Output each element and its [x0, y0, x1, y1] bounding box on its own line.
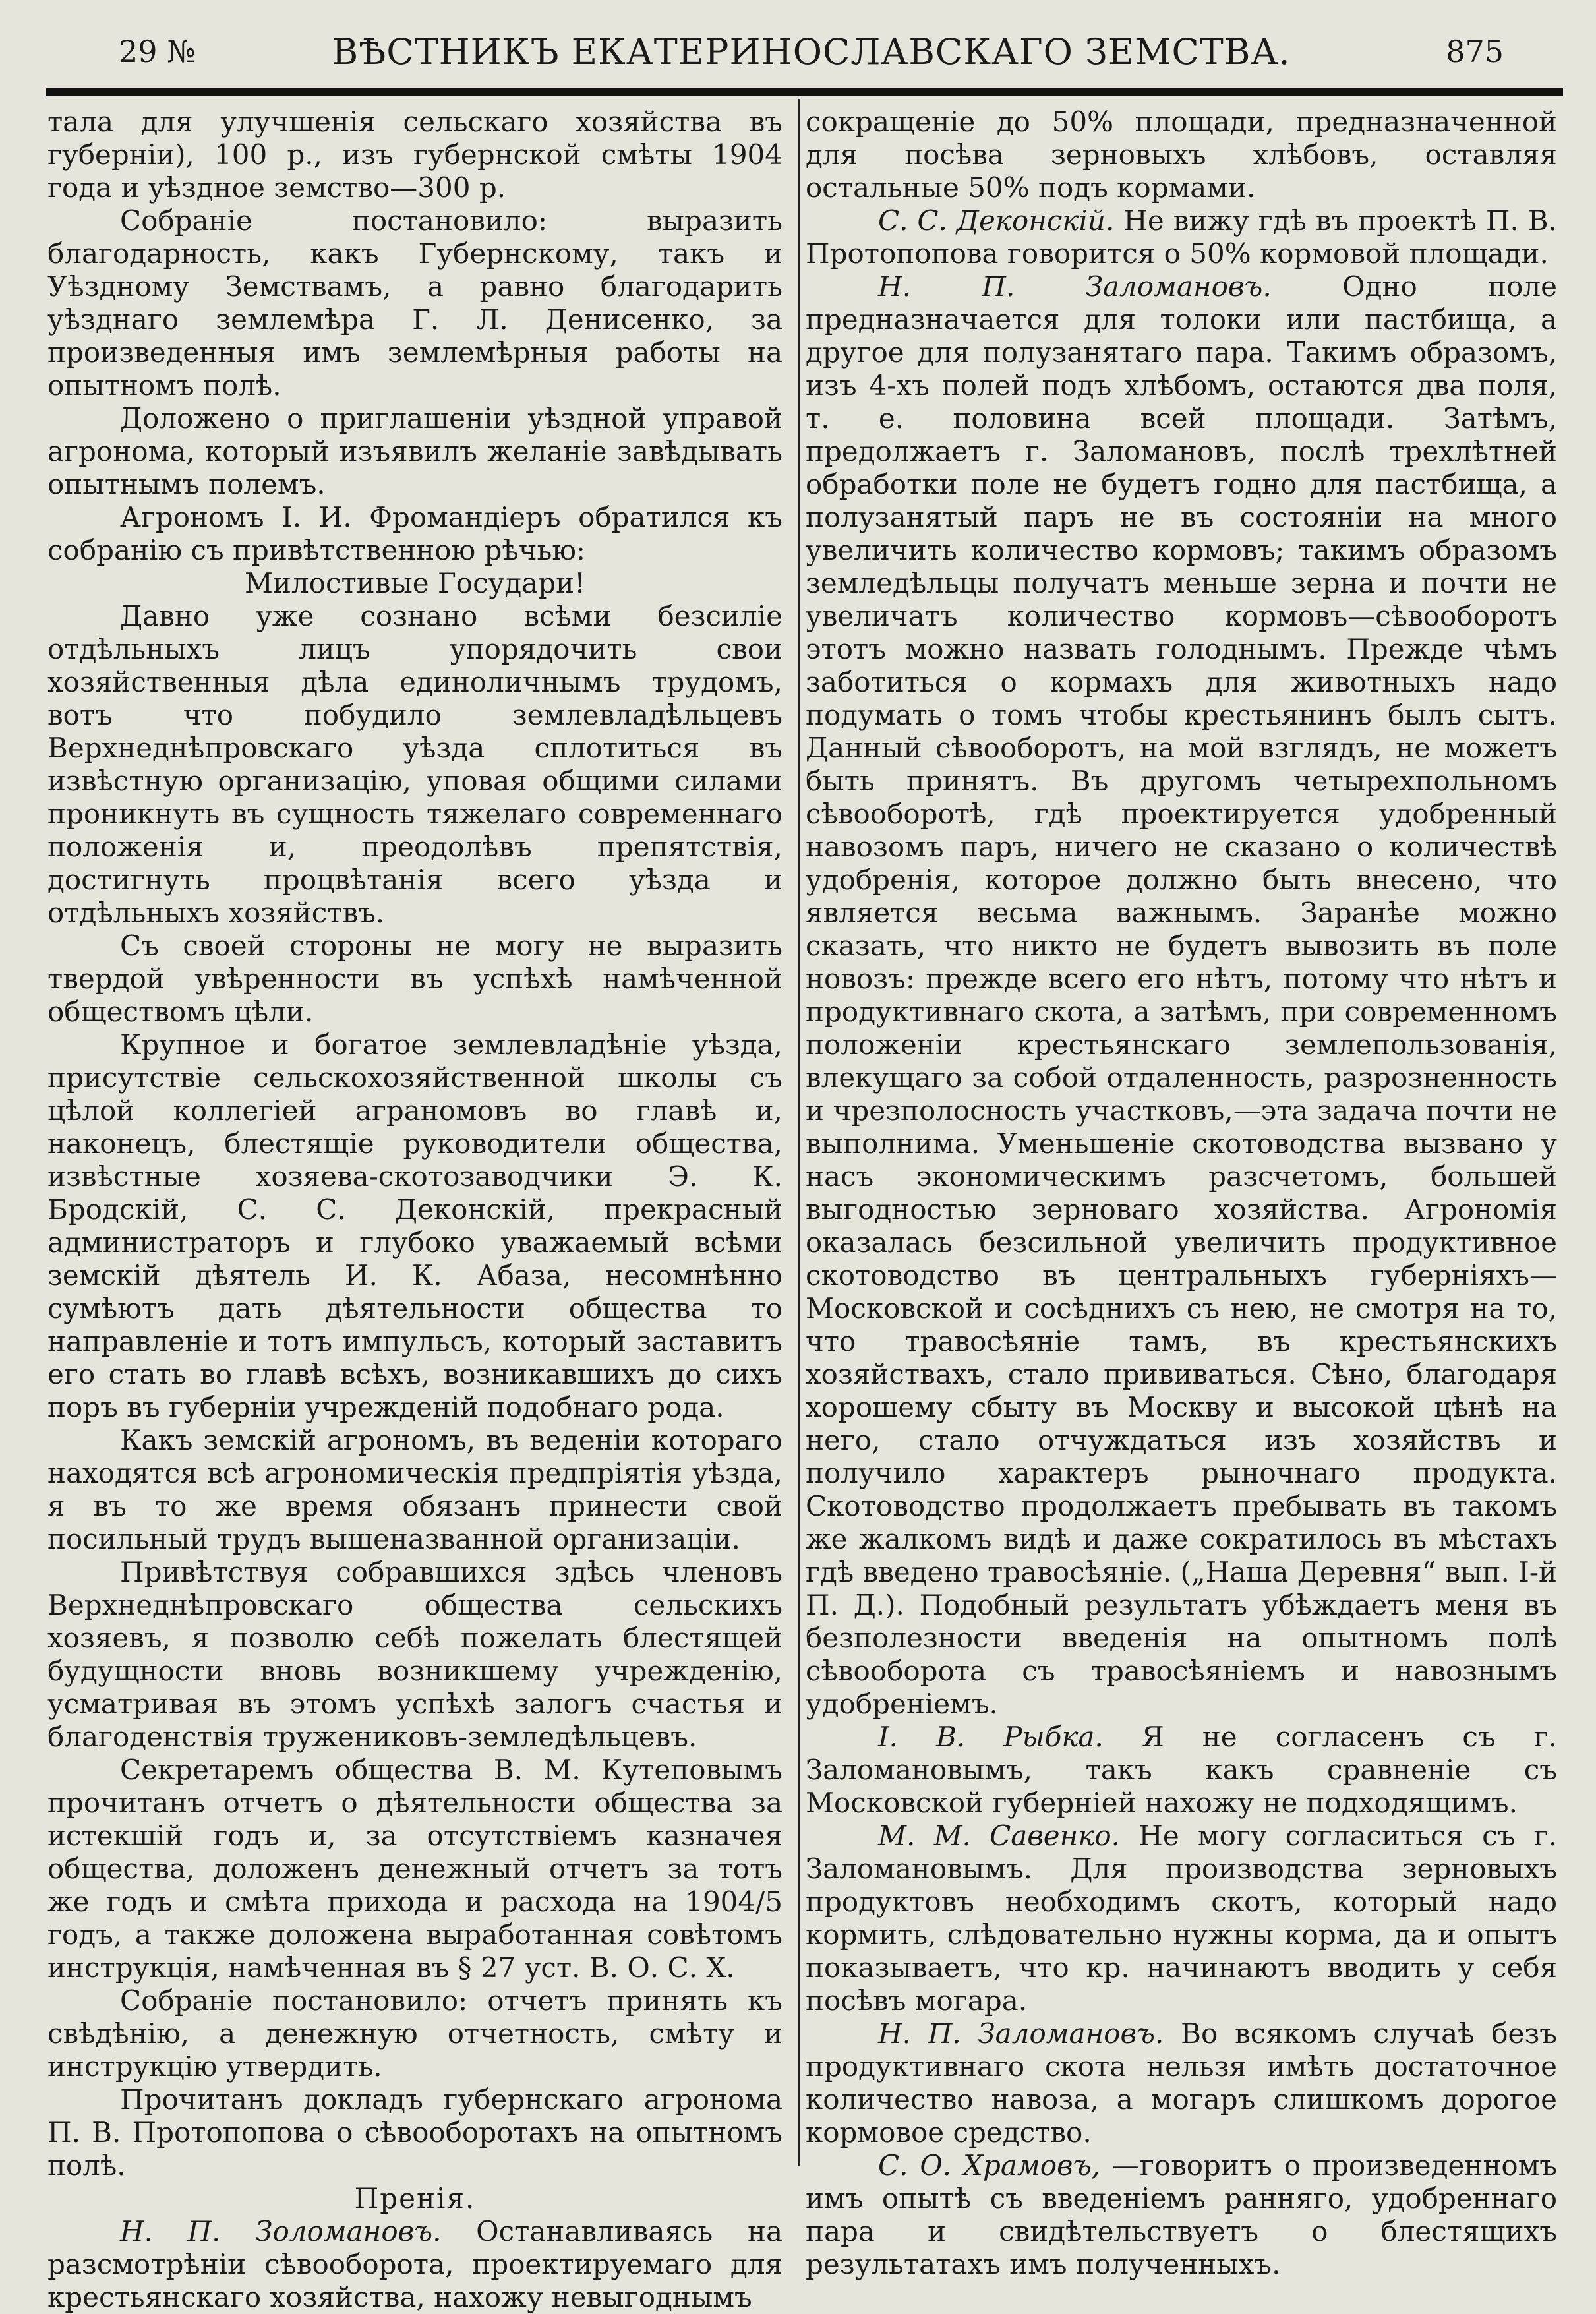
page-number: 875 [1446, 34, 1504, 69]
paragraph-text: Я не согласенъ съ г. Заломановымъ, такъ какъ сравненіе съ Московской губерніей нахожу не подходящимъ. [806, 1721, 1557, 1819]
paragraph [806, 1721, 1557, 1820]
speaker-name: Н. П. Золомановъ. [120, 2215, 442, 2247]
paragraph-text: Одно поле предназначается для толоки или пастбища, а другое для полузанятаго пара. Такимъ образомъ, изъ 4-хъ полей подъ хлѣбомъ, остаются два поля, т. е. половина всей площади. Затѣмъ, предолжаетъ г. Заломановъ, послѣ трехлѣтней обработки поле не будетъ годно для пастбища, а полузанятый паръ не въ состояніи на много увеличить количество кормовъ; такимъ образомъ земледѣльцы получатъ меньше зерна и почти не увеличатъ количество кормовъ—сѣвооборотъ этотъ можно назвать голоднымъ. Прежде чѣмъ заботиться о кормахъ для животныхъ надо подумать о томъ чтобы крестьянинъ былъ сытъ. Данный сѣвооборотъ, на мой взглядъ, не можетъ быть принятъ. Въ другомъ четырехпольномъ сѣвооборотѣ, гдѣ проектируется удобренный навозомъ паръ, ничего не сказано о количествѣ удобренія, которое должно быть внесено, что является весьма важнымъ. Заранѣе можно сказать, что никто не будетъ вывозить въ поле новозъ: прежде всего его нѣтъ, потому что нѣтъ и продуктивнаго скота, а затѣмъ, при современномъ положеніи крестьянскаго землепользованія, влекущаго за собой отдаленность, разрозненность и чрезполосность участковъ,—эта задача почти не выполнима. Уменьшеніе скотоводства вызвано у насъ экономическимъ разсчетомъ, большей выгодностью зерноваго хозяйства. Агрономія оказалась безсильной увеличить продуктивное скотоводство въ центральныхъ губерніяхъ—Московской и сосѣднихъ съ нею, не смотря на то, что травосѣяніе тамъ, въ крестьянскихъ хозяйствахъ, стало прививаться. Сѣно, благодаря хорошему сбыту въ Москву и высокой цѣнѣ на него, стало отчуждаться изъ хозяйствъ и получило характеръ рыночнаго продукта. Скотоводство продолжаетъ пребывать въ такомъ же жалкомъ видѣ и даже сократилось въ мѣстахъ гдѣ введено травосѣяніе. („Наша Деревня“ вып. І-й П. Д.). Подобный результатъ убѣждаетъ меня въ безполезности введенія на опытномъ полѣ сѣвооборота съ травосѣяніемъ и навознымъ удобреніемъ. [806, 270, 1557, 1720]
paragraph [47, 1028, 783, 1424]
column-divider [798, 99, 800, 2166]
speaker-name: М. М. Савенко. [878, 1820, 1120, 1852]
paragraph [47, 1424, 783, 1556]
paragraph-text: Агрономъ І. И. Фромандіеръ обратился къ собранію съ привѣтственною рѣчью: [47, 501, 783, 566]
paragraph-text: Останавливаясь на разсмотрѣніи сѣвооборота, проектируемаго для крестьянскаго хозяйства, нахожу невыгоднымъ [47, 2215, 783, 2313]
paragraph [47, 1556, 783, 1754]
paragraph-text: Собраніе постановило: выразить благодарность, какъ Губернскому, такъ и Уѣздному Земствамъ, а равно благодарить уѣзднаго землемѣра Г. Л. Денисенко, за произведенныя имъ землемѣрныя работы на опытномъ полѣ. [47, 204, 783, 401]
paragraph [806, 204, 1557, 270]
paragraph [47, 567, 783, 600]
paragraph [47, 1984, 783, 2083]
paragraph [47, 501, 783, 567]
paragraph [806, 105, 1557, 204]
paragraph-text: Во всякомъ случаѣ безъ продуктивнаго скота нельзя имѣть достаточное количество навоза, а могаръ слишкомъ дорогое кормовое средство. [806, 2017, 1557, 2149]
right-column [806, 105, 1557, 2280]
paragraph-text: Давно уже сознано всѣми безсиліе отдѣльныхъ лицъ упорядочить свои хозяйственныя дѣла единоличнымъ трудомъ, вотъ что побудило землевладѣльцевъ Верхнеднѣпровскаго уѣзда сплотиться въ извѣстную организацію, уповая общими силами проникнуть въ сущность тяжелаго современнаго положенія и, преодолѣвъ препятствія, достигнуть процвѣтанія всего уѣзда и отдѣльныхъ хозяйствъ. [47, 600, 783, 929]
section-heading: Милостивые Государи! [245, 567, 585, 599]
paragraph-text: Секретаремъ общества В. М. Кутеповымъ прочитанъ отчетъ о дѣятельности общества за истекшій годъ и, за отсутствіемъ казначея общества, доложенъ денежный отчетъ за тотъ же годъ и смѣта прихода и расхода на 1904/5 годъ, а также доложена выработанная совѣтомъ инструкція, намѣченная въ § 27 уст. В. О. С. Х. [47, 1754, 783, 1984]
paragraph-text: Прочитанъ докладъ губернскаго агронома П. В. Протопопова о сѣвооборотахъ на опытномъ полѣ. [47, 2083, 783, 2181]
paragraph [47, 2215, 783, 2314]
speaker-name: І. В. Рыбка. [878, 1721, 1104, 1753]
paragraph-text: Не могу согласиться съ г. Заломановымъ. Для производства зерновыхъ продуктовъ необходимъ скотъ, который надо кормить, слѣдовательно нужны корма, да и опытъ показываетъ, что кр. начинаютъ вводить у себя посѣвъ могара. [806, 1820, 1557, 2017]
paragraph [47, 600, 783, 930]
paragraph-text: Собраніе постановило: отчетъ принять къ свѣдѣнію, а денежную отчетность, смѣту и инструкцію утвердить. [47, 1984, 783, 2083]
paragraph-text: Не вижу гдѣ въ проектѣ П. В. Протопопова говорится о 50% кормовой площади. [806, 204, 1557, 270]
paragraph-text: Доложено о приглашеніи уѣздной управой агронома, который изъявилъ желаніе завѣдывать опытнымъ полемъ. [47, 402, 783, 500]
paragraph [47, 930, 783, 1028]
issue-number: 29 № [119, 34, 196, 69]
speaker-name: С. О. Храмовъ, [878, 2149, 1100, 2181]
paragraph-text: Какъ земскій агрономъ, въ веденіи котораго находятся всѣ агрономическія предпріятія уѣзда, я въ то же время обязанъ принести свой посильный трудъ вышеназванной организаціи. [47, 1424, 783, 1555]
paragraph-text: —говоритъ о произведенномъ имъ опытѣ съ введеніемъ ранняго, удобреннаго пара и свидѣтельствуетъ о блестящихъ результатахъ имъ полученныхъ. [806, 2149, 1557, 2280]
paragraph [47, 402, 783, 501]
paragraph [806, 270, 1557, 1721]
paragraph [47, 1754, 783, 1984]
paragraph [47, 204, 783, 402]
page-header [46, 18, 1550, 84]
journal-title: ВѢСТНИКЪ ЕКАТЕРИНОСЛАВСКАГО ЗЕМСТВА. [332, 30, 1291, 73]
left-column [47, 105, 783, 2313]
paragraph-text: Крупное и богатое землевладѣніе уѣзда, присутствіе сельскохозяйственной школы съ цѣлой коллегіей аграномовъ во главѣ и, наконецъ, блестящіе руководители общества, извѣстные хозяева-скотозаводчики Э. К. Бродскій, С. С. Деконскій, прекрасный администраторъ и глубоко уважаемый всѣми земскій дѣятель И. К. Абаза, несомнѣнно сумѣютъ дать дѣятельности общества то направленіе и тотъ импульсъ, который заставитъ его стать во главѣ всѣхъ, возникавшихъ до сихъ поръ въ губерніи учрежденій подобнаго рода. [47, 1028, 783, 1423]
paragraph [47, 2083, 783, 2182]
header-rule [46, 88, 1563, 96]
paragraph-text: Съ своей стороны не могу не выразить твердой увѣренности въ успѣхѣ намѣченной обществомъ цѣли. [47, 930, 783, 1028]
speaker-name: Н. П. Заломановъ. [878, 270, 1272, 303]
paragraph-text: тала для улучшенія сельскаго хозяйства въ губерніи), 100 р., изъ губернской смѣты 1904 года и уѣздное земство—300 р. [47, 105, 783, 204]
speaker-name: Н. П. Заломановъ. [878, 2017, 1164, 2050]
paragraph [806, 2149, 1557, 2281]
paragraph-text: Привѣтствуя собравшихся здѣсь членовъ Верхнеднѣпровскаго общества сельскихъ хозяевъ, я позволю себѣ пожелать блестящей будущности вновь возникшему учрежденію, усматривая въ этомъ успѣхѣ залогъ счастья и благоденствія тружениковъ-земледѣльцевъ. [47, 1556, 783, 1753]
paragraph-text: сокращеніе до 50% площади, предназначенной для посѣва зерновыхъ хлѣбовъ, оставляя остальные 50% подъ кормами. [806, 105, 1557, 204]
section-heading: Пренія. [354, 2182, 476, 2214]
paragraph [806, 1820, 1557, 2017]
paragraph [806, 2017, 1557, 2149]
paragraph [47, 2182, 783, 2215]
speaker-name: С. С. Деконскій. [878, 204, 1115, 237]
paragraph [47, 105, 783, 204]
